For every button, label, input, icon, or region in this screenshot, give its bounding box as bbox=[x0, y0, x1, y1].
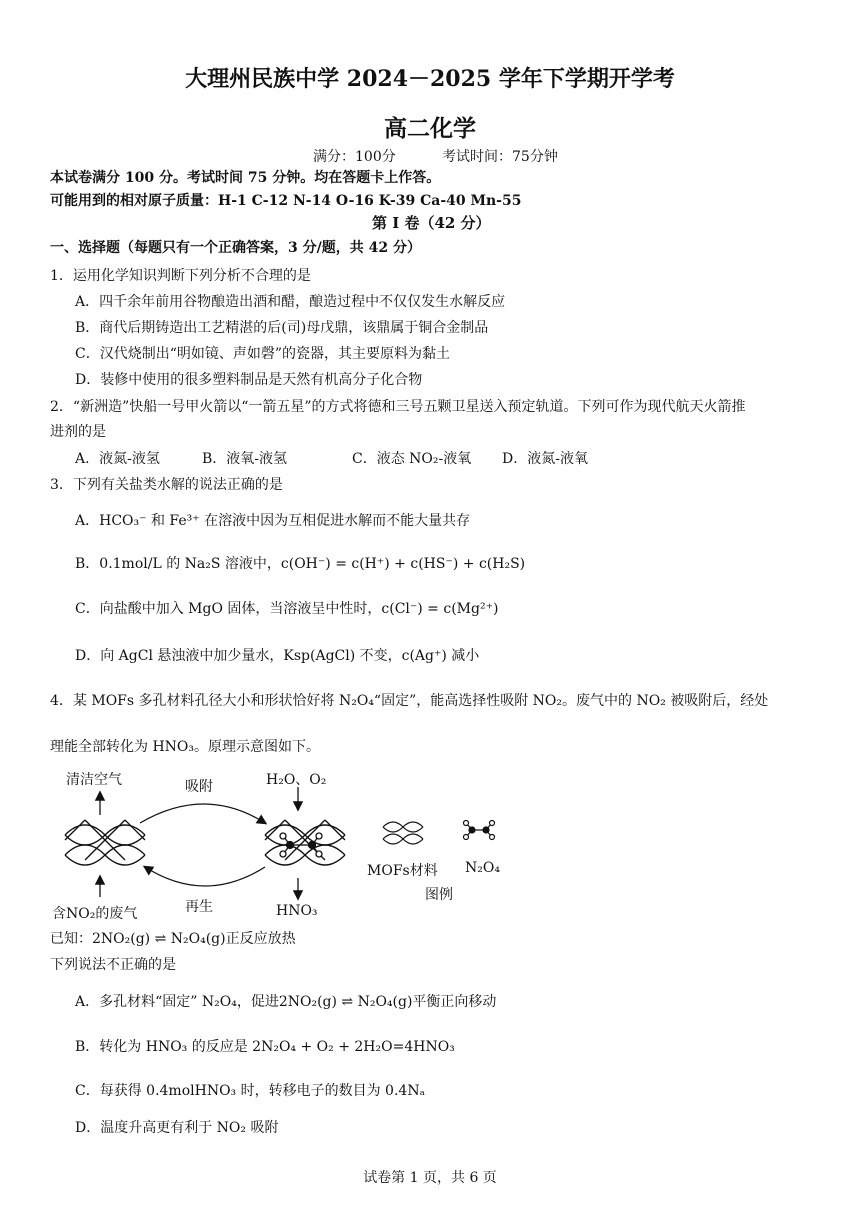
legend-n2o4-icon bbox=[464, 821, 495, 840]
adsorb-arrow bbox=[140, 804, 265, 823]
legend-mofs-label: MOFs材料 bbox=[367, 863, 438, 879]
regen-arrow bbox=[145, 867, 265, 886]
q2-option-d: D．液氮-液氧 bbox=[502, 451, 588, 467]
label-waste-gas: 含NO₂的废气 bbox=[52, 906, 138, 922]
q3-stem: 3．下列有关盐类水解的说法正确的是 bbox=[50, 477, 283, 493]
q1-option-d: D．装修中使用的很多塑料制品是天然有机高分子化合物 bbox=[75, 372, 423, 388]
q3-option-b: B．0.1mol/L 的 Na₂S 溶液中，c(OH⁻) = c(H⁺) + c(HS⁻) + c(H₂S) bbox=[75, 556, 526, 572]
q4-ask: 下列说法不正确的是 bbox=[50, 957, 176, 973]
label-clean-air: 清洁空气 bbox=[66, 772, 122, 788]
q2-option-b: B．液氧-液氢 bbox=[202, 451, 288, 467]
section-heading: 一、选择题（每题只有一个正确答案，3 分/题，共 42 分） bbox=[50, 240, 421, 256]
q3-option-a: A．HCO₃⁻ 和 Fe³⁺ 在溶液中因为互相促进水解而不能大量共存 bbox=[75, 513, 471, 529]
time-info: 考试时间：75分钟 bbox=[442, 149, 558, 165]
q1-option-c: C．汉代烧制出“明如镜、声如磬”的瓷器，其主要原料为黏土 bbox=[75, 346, 451, 362]
label-reagents: H₂O、O₂ bbox=[266, 772, 327, 788]
label-adsorb: 吸附 bbox=[185, 779, 213, 795]
legend-mofs-icon bbox=[383, 822, 423, 844]
q2-option-c: C．液态 NO₂-液氧 bbox=[352, 451, 472, 467]
legend-n2o4-label: N₂O₄ bbox=[465, 860, 500, 876]
legend-title: 图例 bbox=[425, 887, 453, 903]
part-title: 第 I 卷（42 分） bbox=[372, 214, 491, 232]
q2-option-a: A．液氮-液氢 bbox=[75, 451, 160, 467]
notice-line-2: 可能用到的相对原子质量：H-1 C-12 N-14 O-16 K-39 Ca-40 Mn-55 bbox=[50, 193, 522, 209]
subject-title: 高二化学 bbox=[384, 115, 476, 142]
q4-option-a: A．多孔材料“固定” N₂O₄，促进2NO₂(g) ⇌ N₂O₄(g)平衡正向移动 bbox=[75, 994, 497, 1010]
q4-option-d: D．温度升高更有利于 NO₂ 吸附 bbox=[75, 1120, 279, 1136]
mofs-lattice-right bbox=[265, 820, 345, 865]
q2-stem-line-2: 进剂的是 bbox=[50, 424, 106, 440]
mofs-lattice-left bbox=[65, 820, 145, 865]
q4-option-c: C．每获得 0.4molHNO₃ 时，转移电子的数目为 0.4Nₐ bbox=[75, 1083, 425, 1099]
q3-option-d: D．向 AgCl 悬浊液中加少量水，Ksp(AgCl) 不变，c(Ag⁺) 减小 bbox=[75, 648, 480, 664]
q1-stem: 1．运用化学知识判断下列分析不合理的是 bbox=[50, 268, 311, 284]
notice-line-1: 本试卷满分 100 分。考试时间 75 分钟。均在答题卡上作答。 bbox=[50, 170, 441, 186]
q4-stem-line-2: 理能全部转化为 HNO₃。原理示意图如下。 bbox=[50, 739, 320, 755]
label-regen: 再生 bbox=[185, 899, 213, 915]
page-footer: 试卷第 1 页，共 6 页 bbox=[363, 1170, 497, 1186]
q2-stem-line-1: 2．“新洲造”快船一号甲火箭以“一箭五星”的方式将德和三号五颗卫星送入预定轨道。下列可作为现代航天火箭推 bbox=[50, 399, 746, 415]
q1-option-a: A．四千余年前用谷物酿造出酒和醋，酿造过程中不仅仅发生水解反应 bbox=[75, 294, 506, 310]
q1-option-b: B．商代后期铸造出工艺精湛的后(司)母戊鼎，该鼎属于铜合金制品 bbox=[75, 320, 489, 336]
q4-option-b: B．转化为 HNO₃ 的反应是 2N₂O₄ + O₂ + 2H₂O=4HNO₃ bbox=[75, 1039, 455, 1055]
exam-title: 大理州民族中学 2024－2025 学年下学期开学考 bbox=[185, 66, 675, 92]
q3-option-c: C．向盐酸中加入 MgO 固体，当溶液呈中性时，c(Cl⁻) = c(Mg²⁺) bbox=[75, 601, 499, 617]
q4-stem-line-1: 4．某 MOFs 多孔材料孔径大小和形状恰好将 N₂O₄“固定”，能高选择性吸附 NO₂。废气中的 NO₂ 被吸附后，经处 bbox=[50, 693, 769, 709]
label-product: HNO₃ bbox=[276, 903, 318, 919]
q4-known: 已知：2NO₂(g) ⇌ N₂O₄(g)正反应放热 bbox=[50, 931, 296, 947]
score-info: 满分：100分 bbox=[313, 149, 396, 165]
